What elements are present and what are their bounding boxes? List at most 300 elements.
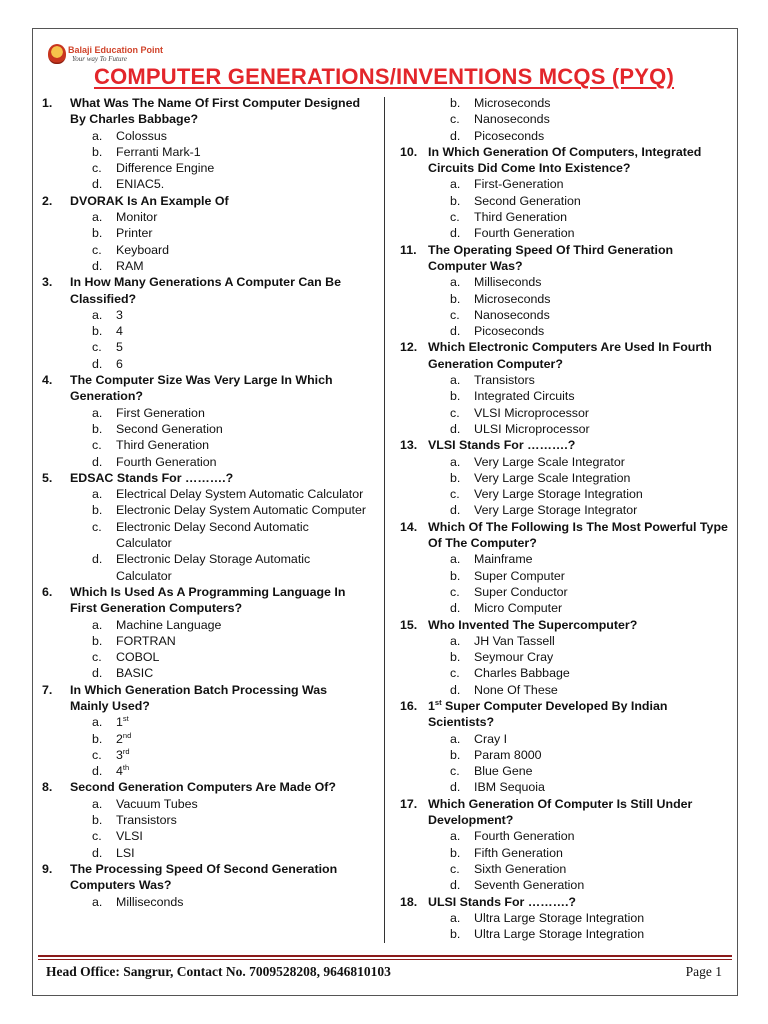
option-letter: b.: [450, 747, 461, 762]
question-text: [42, 193, 367, 209]
answer-option: [42, 633, 367, 649]
option-text: Monitor: [116, 210, 158, 225]
option-letter: c.: [92, 829, 102, 844]
option-text: 1: [116, 715, 123, 730]
answer-option: [42, 437, 367, 453]
option-text: First Generation: [116, 405, 205, 420]
question-block: [42, 274, 367, 372]
question-block: [42, 779, 367, 860]
option-text: 6: [116, 356, 123, 371]
option-letter: d.: [450, 503, 461, 518]
option-list: [42, 617, 367, 682]
option-text: Electrical Delay System Automatic Calculator: [116, 487, 364, 502]
footer-rule-thin: [38, 959, 732, 960]
answer-option: [400, 291, 735, 307]
option-letter: c.: [450, 112, 460, 127]
option-text: Cray I: [474, 731, 508, 746]
option-text: First-Generation: [474, 177, 564, 192]
option-letter: d.: [450, 226, 461, 241]
question-number: 6.: [42, 584, 53, 599]
question-block: [42, 193, 367, 274]
option-list: [42, 894, 367, 910]
option-text: Second Generation: [116, 421, 223, 436]
question-text: [400, 617, 735, 633]
option-text: ULSI Microprocessor: [474, 421, 590, 436]
question-label: ULSI Stands For ……….?: [428, 894, 577, 909]
answer-option: [400, 502, 735, 518]
option-letter: d.: [92, 258, 103, 273]
option-letter: b.: [92, 633, 103, 648]
option-letter: b.: [92, 503, 103, 518]
option-text: Colossus: [116, 128, 167, 143]
option-letter: b.: [450, 650, 461, 665]
option-text: Integrated Circuits: [474, 389, 575, 404]
question-block: [42, 470, 367, 584]
option-text: Fourth Generation: [116, 454, 217, 469]
question-label: Which Of The Following Is The Most Powerful Type Of The Computer?: [428, 519, 728, 551]
logo-name: Balaji Education Point: [68, 45, 164, 55]
question-block: [400, 144, 735, 242]
option-letter: c.: [450, 405, 460, 420]
question-block: [400, 339, 735, 437]
option-text: Super Computer: [474, 568, 565, 583]
question-label: In Which Generation Of Computers, Integrated Circuits Did Come Into Existence?: [428, 144, 702, 176]
option-letter: b.: [450, 389, 461, 404]
option-list: [400, 454, 735, 519]
option-list: [400, 95, 735, 144]
answer-option: [42, 160, 367, 176]
ordinal-suffix: st: [122, 714, 129, 724]
option-text: IBM Sequoia: [474, 780, 545, 795]
question-block: [42, 861, 367, 910]
option-letter: a.: [92, 307, 103, 322]
question-number: 12.: [400, 340, 418, 355]
answer-option: [42, 209, 367, 225]
option-letter: b.: [450, 568, 461, 583]
answer-option: [42, 307, 367, 323]
option-text: Second Generation: [474, 193, 581, 208]
answer-option: [42, 649, 367, 665]
question-ordinal: 1: [428, 698, 435, 713]
question-label: Which Is Used As A Programming Language In First Generation Computers?: [70, 584, 346, 616]
option-text: Electronic Delay Second Automatic Calculator: [116, 519, 309, 551]
option-letter: c.: [450, 307, 460, 322]
right-question-column: [400, 95, 735, 942]
answer-option: [42, 225, 367, 241]
question-text: [400, 894, 735, 910]
option-text: LSI: [116, 845, 135, 860]
logo-tagline: Your way To Future: [72, 55, 128, 63]
question-label: The Operating Speed Of Third Generation Computer Was?: [428, 242, 674, 273]
option-list: [42, 796, 367, 861]
question-label: Which Generation Of Computer Is Still Under Development?: [428, 796, 693, 828]
option-text: Third Generation: [116, 438, 209, 453]
question-number: 3.: [42, 275, 53, 290]
option-text: Fourth Generation: [474, 829, 575, 844]
answer-option: [42, 828, 367, 844]
answer-option: [42, 714, 367, 730]
option-letter: b.: [92, 731, 103, 746]
option-text: Ultra Large Storage Integration: [474, 910, 645, 925]
answer-option: [42, 258, 367, 274]
option-text: Blue Gene: [474, 764, 533, 779]
answer-option: [42, 812, 367, 828]
question-number: 7.: [42, 682, 53, 697]
option-letter: c.: [92, 242, 102, 257]
option-letter: d.: [450, 128, 461, 143]
option-letter: a.: [92, 617, 103, 632]
question-block: [42, 584, 367, 682]
option-text: Electronic Delay Storage Automatic Calculator: [116, 552, 311, 583]
answer-option: [400, 584, 735, 600]
answer-option: [42, 617, 367, 633]
option-text: Nanoseconds: [474, 307, 550, 322]
option-letter: b.: [450, 96, 461, 110]
question-text: [400, 144, 735, 177]
question-text: [42, 470, 367, 486]
answer-option: [400, 372, 735, 388]
option-letter: a.: [450, 910, 461, 925]
option-list: [42, 486, 367, 584]
option-text: 4: [116, 324, 123, 339]
option-text: Milliseconds: [474, 275, 542, 290]
option-letter: a.: [92, 128, 103, 143]
option-text: Fifth Generation: [474, 845, 563, 860]
answer-option: [42, 551, 367, 584]
question-number: 1.: [42, 96, 53, 110]
column-divider: [384, 97, 385, 943]
option-letter: a.: [450, 731, 461, 746]
ordinal-suffix: st: [434, 697, 442, 707]
option-text: Ultra Large Storage Integration: [474, 927, 645, 942]
answer-option: [400, 95, 735, 111]
answer-option: [42, 519, 367, 552]
footer-rule: [38, 955, 732, 957]
option-list: [42, 128, 367, 193]
option-letter: a.: [92, 487, 103, 502]
ordinal-suffix: th: [122, 763, 130, 773]
option-letter: c.: [450, 210, 460, 225]
question-text: [400, 339, 735, 372]
answer-option: [400, 845, 735, 861]
answer-option: [400, 731, 735, 747]
option-letter: b.: [92, 226, 103, 241]
question-text: [42, 274, 367, 307]
answer-option: [42, 731, 367, 747]
option-letter: a.: [92, 894, 103, 909]
answer-option: [400, 600, 735, 616]
option-letter: b.: [450, 193, 461, 208]
question-text: [400, 242, 735, 275]
option-letter: d.: [92, 177, 103, 192]
question-text: [42, 584, 367, 617]
question-block: [400, 95, 735, 144]
answer-option: [400, 926, 735, 942]
option-letter: d.: [450, 780, 461, 795]
option-text: Milliseconds: [116, 894, 184, 909]
option-letter: c.: [92, 650, 102, 665]
option-text: Third Generation: [474, 210, 567, 225]
answer-option: [400, 633, 735, 649]
option-list: [400, 910, 735, 943]
answer-option: [400, 649, 735, 665]
question-text: [42, 861, 367, 894]
question-block: [400, 242, 735, 340]
answer-option: [400, 763, 735, 779]
option-text: Nanoseconds: [474, 112, 550, 127]
question-number: 11.: [400, 242, 417, 257]
question-label: DVORAK Is An Example Of: [70, 193, 229, 208]
question-text: [42, 682, 367, 715]
answer-option: [42, 405, 367, 421]
answer-option: [400, 307, 735, 323]
option-text: Seymour Cray: [474, 650, 554, 665]
answer-option: [42, 845, 367, 861]
answer-option: [400, 861, 735, 877]
option-text: Keyboard: [116, 242, 170, 257]
option-letter: d.: [92, 764, 103, 779]
answer-option: [42, 502, 367, 518]
option-text: Machine Language: [116, 617, 222, 632]
option-list: [42, 405, 367, 470]
option-letter: c.: [450, 666, 460, 681]
option-text: Sixth Generation: [474, 861, 567, 876]
option-text: Picoseconds: [474, 128, 545, 143]
answer-option: [42, 665, 367, 681]
option-letter: a.: [450, 454, 461, 469]
question-block: [400, 437, 735, 518]
option-letter: d.: [450, 682, 461, 697]
answer-option: [42, 763, 367, 779]
option-text: Microseconds: [474, 291, 551, 306]
question-block: [42, 372, 367, 470]
option-text: Micro Computer: [474, 601, 563, 616]
answer-option: [400, 551, 735, 567]
option-letter: b.: [92, 324, 103, 339]
option-list: [42, 714, 367, 779]
option-letter: c.: [92, 340, 102, 355]
question-number: 8.: [42, 780, 53, 795]
option-letter: d.: [92, 454, 103, 469]
page-number: Page 1: [685, 964, 722, 979]
answer-option: [400, 176, 735, 192]
question-block: [42, 682, 367, 780]
answer-option: [400, 470, 735, 486]
option-letter: c.: [92, 161, 102, 176]
answer-option: [400, 111, 735, 127]
answer-option: [400, 274, 735, 290]
option-letter: a.: [450, 633, 461, 648]
answer-option: [42, 176, 367, 192]
option-text: 3: [116, 747, 123, 762]
answer-option: [400, 877, 735, 893]
option-list: [42, 307, 367, 372]
answer-option: [400, 421, 735, 437]
answer-option: [42, 486, 367, 502]
answer-option: [42, 339, 367, 355]
option-text: Mainframe: [474, 552, 533, 567]
option-text: Very Large Scale Integration: [474, 470, 631, 485]
answer-option: [400, 665, 735, 681]
option-letter: d.: [92, 666, 103, 681]
option-list: [400, 828, 735, 893]
option-text: Transistors: [116, 813, 177, 828]
logo-emblem-icon: [48, 44, 66, 64]
option-text: 3: [116, 307, 123, 322]
option-text: JH Van Tassell: [474, 633, 555, 648]
option-letter: a.: [450, 275, 461, 290]
option-list: [400, 274, 735, 339]
option-letter: c.: [92, 519, 102, 534]
option-letter: a.: [92, 715, 103, 730]
question-label: VLSI Stands For ……….?: [428, 438, 576, 453]
answer-option: [400, 454, 735, 470]
question-label: Who Invented The Supercomputer?: [428, 617, 638, 632]
answer-option: [42, 323, 367, 339]
option-letter: b.: [92, 144, 103, 159]
option-text: None Of These: [474, 682, 558, 697]
option-text: Very Large Scale Integrator: [474, 454, 625, 469]
option-text: VLSI: [116, 829, 143, 844]
question-number: 10.: [400, 144, 418, 159]
option-letter: b.: [450, 927, 461, 942]
answer-option: [42, 796, 367, 812]
option-letter: b.: [92, 813, 103, 828]
answer-option: [400, 405, 735, 421]
option-text: ENIAC5.: [116, 177, 165, 192]
ordinal-suffix: rd: [122, 746, 130, 756]
question-label: The Computer Size Was Very Large In Which Generation?: [70, 373, 333, 404]
option-text: Microseconds: [474, 96, 551, 110]
answer-option: [42, 356, 367, 372]
option-letter: d.: [450, 324, 461, 339]
question-number: 4.: [42, 373, 53, 388]
option-text: Fourth Generation: [474, 226, 575, 241]
footer-contact: Head Office: Sangrur, Contact No. 7009528208, 9646810103: [46, 964, 391, 979]
option-text: COBOL: [116, 650, 160, 665]
answer-option: [400, 682, 735, 698]
option-letter: a.: [450, 552, 461, 567]
option-text: Very Large Storage Integrator: [474, 503, 638, 518]
option-text: 2: [116, 731, 123, 746]
option-text: Picoseconds: [474, 324, 545, 339]
answer-option: [42, 128, 367, 144]
question-label: In How Many Generations A Computer Can Be Classified?: [70, 275, 342, 306]
question-block: [400, 617, 735, 698]
option-letter: d.: [92, 845, 103, 860]
answer-option: [400, 225, 735, 241]
question-block: [400, 698, 735, 796]
option-letter: b.: [92, 421, 103, 436]
option-text: Ferranti Mark-1: [116, 144, 201, 159]
question-label: What Was The Name Of First Computer Designed By Charles Babbage?: [70, 96, 361, 127]
option-text: VLSI Microprocessor: [474, 405, 589, 420]
option-text: Difference Engine: [116, 161, 215, 176]
answer-option: [400, 323, 735, 339]
option-text: RAM: [116, 258, 144, 273]
option-letter: a.: [92, 210, 103, 225]
question-text: [400, 437, 735, 453]
option-letter: c.: [450, 487, 460, 502]
option-letter: d.: [450, 878, 461, 893]
answer-option: [400, 910, 735, 926]
option-letter: c.: [450, 861, 460, 876]
option-letter: a.: [450, 373, 461, 388]
option-text: Seventh Generation: [474, 878, 585, 893]
option-letter: b.: [450, 291, 461, 306]
answer-option: [42, 242, 367, 258]
question-number: 15.: [400, 617, 418, 632]
answer-option: [42, 454, 367, 470]
question-number: 2.: [42, 193, 53, 208]
option-letter: a.: [450, 177, 461, 192]
question-label: The Processing Speed Of Second Generation Computers Was?: [70, 861, 338, 893]
option-letter: a.: [92, 796, 103, 811]
answer-option: [42, 747, 367, 763]
option-list: [42, 209, 367, 274]
option-text: Super Conductor: [474, 584, 568, 599]
question-text: [42, 779, 367, 795]
ordinal-suffix: nd: [122, 730, 132, 740]
page-title: COMPUTER GENERATIONS/INVENTIONS MCQS (PYQ): [93, 64, 675, 89]
option-text: FORTRAN: [116, 633, 176, 648]
option-letter: a.: [92, 405, 103, 420]
option-list: [400, 372, 735, 437]
answer-option: [400, 388, 735, 404]
option-text: Transistors: [474, 373, 535, 388]
answer-option: [400, 747, 735, 763]
question-text: [400, 698, 735, 731]
option-text: BASIC: [116, 666, 154, 681]
answer-option: [400, 128, 735, 144]
option-letter: a.: [450, 829, 461, 844]
question-number: 9.: [42, 861, 53, 876]
answer-option: [400, 193, 735, 209]
answer-option: [42, 421, 367, 437]
option-list: [400, 551, 735, 616]
option-text: Very Large Storage Integration: [474, 487, 643, 502]
option-letter: c.: [92, 438, 102, 453]
question-number: 5.: [42, 470, 53, 485]
option-letter: b.: [450, 845, 461, 860]
option-text: 4: [116, 764, 123, 779]
answer-option: [400, 828, 735, 844]
option-letter: d.: [92, 552, 103, 567]
option-letter: b.: [450, 470, 461, 485]
question-text: [400, 519, 735, 552]
question-number: 17.: [400, 796, 418, 811]
answer-option: [400, 568, 735, 584]
left-question-column: [42, 95, 367, 910]
option-text: Printer: [116, 226, 153, 241]
option-text: Charles Babbage: [474, 666, 570, 681]
question-block: [400, 796, 735, 894]
question-label: In Which Generation Batch Processing Was Mainly Used?: [70, 682, 328, 713]
question-number: 14.: [400, 519, 418, 534]
option-letter: c.: [450, 584, 460, 599]
question-label: Second Generation Computers Are Made Of?: [70, 780, 336, 795]
question-number: 18.: [400, 894, 418, 909]
answer-option: [400, 209, 735, 225]
option-list: [400, 731, 735, 796]
question-block: [400, 894, 735, 943]
option-letter: c.: [450, 764, 460, 779]
answer-option: [400, 779, 735, 795]
question-label: EDSAC Stands For ……….?: [70, 470, 234, 485]
answer-option: [42, 144, 367, 160]
question-number: 16.: [400, 698, 418, 713]
option-text: Param 8000: [474, 747, 542, 762]
